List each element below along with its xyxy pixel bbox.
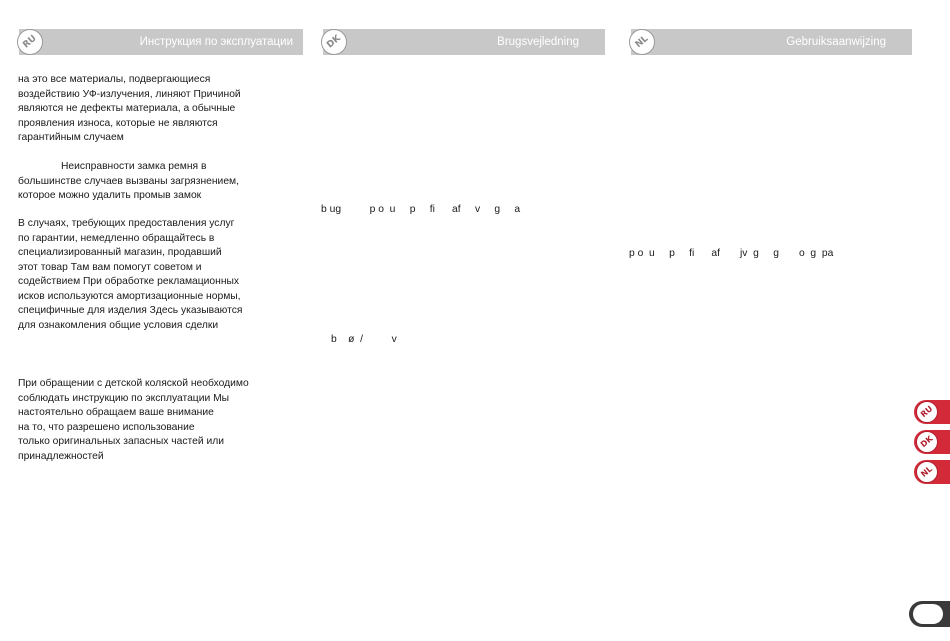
header-title-dk: Brugsvejledning xyxy=(497,36,579,48)
side-tab-nl[interactable] xyxy=(914,460,950,484)
side-tab-dk[interactable] xyxy=(914,430,950,454)
dk-text-fragment-1: b ug p o u p fi af v g a xyxy=(321,204,521,215)
ru-paragraph-3: В случаях, требующих предоставления услуг по гарантии, немедленно обращайтесь в специализированный магазин, продавший этот товар Там вам помогут советом и содействием При обработке рекламационных исков используются амортизационные нормы, специфичные для изделия Здесь указываются для ознакомления общие условия сделки xyxy=(18,218,243,331)
page-number-tab xyxy=(909,601,950,627)
language-badge-nl: NL xyxy=(629,29,655,55)
ru-paragraph-4: При обращении с детской коляской необходимо соблюдать инструкцию по эксплуатации Мы настоятельно обращаем ваше внимание на то, что разрешено использование только оригинальных запасных частей или принадлежностей xyxy=(18,378,249,462)
page-number-pill xyxy=(913,604,943,624)
header-dk xyxy=(323,29,605,55)
ru-paragraph-2: Неисправности замка ремня в большинстве случаев вызваны загрязнением, которое можно удалить промыв замок xyxy=(18,161,239,201)
header-ru xyxy=(19,29,303,55)
ru-tab-icon: RU xyxy=(916,401,938,423)
nl-tab-icon: NL xyxy=(916,461,938,483)
side-tab-ru[interactable] xyxy=(914,400,950,424)
language-badge-dk: DK xyxy=(321,29,347,55)
nl-text-fragment-1: p o u p fi af jv g g o g pa xyxy=(629,248,834,259)
dk-tab-icon: DK xyxy=(916,431,938,453)
header-title-ru: Инструкция по эксплуатации xyxy=(139,36,293,48)
header-title-nl: Gebruiksaanwijzing xyxy=(786,36,886,48)
language-badge-ru: RU xyxy=(17,29,43,55)
header-nl xyxy=(631,29,912,55)
dk-text-fragment-2: b ø / v xyxy=(331,334,397,345)
ru-paragraph-1: на это все материалы, подвергающиеся воздействию УФ-излучения, линяют Причиной являются не дефекты материала, а обычные проявления износа, которые не являются гарантийным случаем xyxy=(18,74,241,143)
